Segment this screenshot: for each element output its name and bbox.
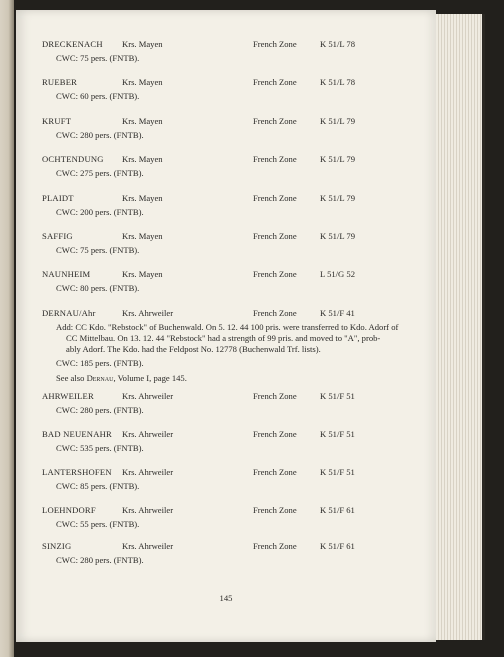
note-line: Add: CC Kdo. "Rebstock" of Buchenwald. On 5. 12. 44 100 pris. were transferred to Kdo. Adorf of	[56, 322, 399, 332]
place-name: NAUNHEIM	[42, 269, 91, 279]
place-name: KRUFT	[42, 116, 72, 126]
see-suffix: , Volume I, page 145.	[113, 373, 187, 383]
district: Krs. Ahrweiler	[122, 429, 174, 439]
cwc-line: CWC: 80 pers. (FNTB).	[56, 283, 140, 293]
map-reference: K 51/L 78	[320, 39, 356, 49]
zone: French Zone	[253, 391, 297, 401]
district: Krs. Ahrweiler	[122, 467, 174, 477]
cwc-line: CWC: 60 pers. (FNTB).	[56, 91, 140, 101]
district: Krs. Mayen	[122, 77, 163, 87]
list-item	[16, 541, 436, 566]
district: Krs. Mayen	[122, 193, 163, 203]
district: Krs. Ahrweiler	[122, 505, 174, 515]
list-item	[16, 391, 436, 416]
map-reference: K 51/F 51	[320, 391, 355, 401]
cross-reference	[56, 373, 476, 384]
cwc-line: CWC: 280 pers. (FNTB).	[56, 405, 144, 415]
map-reference: K 51/F 61	[320, 505, 355, 515]
list-item	[16, 467, 436, 492]
left-page-edge	[0, 0, 14, 657]
district: Krs. Mayen	[122, 39, 163, 49]
district: Krs. Ahrweiler	[122, 541, 174, 551]
place-name: RUEBER	[42, 77, 78, 87]
note-line: ably Adorf. The Kdo. had the Feldpost No. 12778 (Buchenwald Trf. lists).	[66, 344, 321, 354]
map-reference: L 51/G 52	[320, 269, 356, 279]
zone: French Zone	[253, 541, 297, 551]
map-reference: K 51/F 61	[320, 541, 355, 551]
zone: French Zone	[253, 269, 297, 279]
place-name: PLAIDT	[42, 193, 74, 203]
list-item	[16, 39, 436, 64]
place-name: OCHTENDUNG	[42, 154, 104, 164]
district: Krs. Mayen	[122, 269, 163, 279]
list-item	[16, 193, 436, 218]
zone: French Zone	[253, 154, 297, 164]
cwc-line: CWC: 55 pers. (FNTB).	[56, 519, 140, 529]
map-reference: K 51/F 41	[320, 308, 355, 318]
zone: French Zone	[253, 505, 297, 515]
see-prefix: See also	[56, 373, 87, 383]
cwc-line: CWC: 85 pers. (FNTB).	[56, 481, 140, 491]
district: Krs. Mayen	[122, 154, 163, 164]
map-reference: K 51/F 51	[320, 467, 355, 477]
district: Krs. Mayen	[122, 231, 163, 241]
list-item	[16, 154, 436, 179]
district: Krs. Ahrweiler	[122, 391, 174, 401]
cwc-line: CWC: 185 pers. (FNTB).	[56, 358, 144, 368]
map-reference: K 51/L 79	[320, 193, 356, 203]
place-name: LANTERSHOFEN	[42, 467, 112, 477]
place-name: DRECKENACH	[42, 39, 103, 49]
cwc-line: CWC: 275 pers. (FNTB).	[56, 168, 144, 178]
note-line: CC Mittelbau. On 13. 12. 44 "Rebstock" had a strength of 99 pris. and moved to "A", prob-	[66, 333, 381, 343]
cwc-line: CWC: 535 pers. (FNTB).	[56, 443, 144, 453]
place-name: AHRWEILER	[42, 391, 94, 401]
entry-note	[56, 322, 406, 355]
list-item	[16, 308, 436, 384]
place-name: BAD NEUENAHR	[42, 429, 112, 439]
zone: French Zone	[253, 467, 297, 477]
cwc-line: CWC: 75 pers. (FNTB).	[56, 53, 140, 63]
cwc-line: CWC: 200 pers. (FNTB).	[56, 207, 144, 217]
map-reference: K 51/L 79	[320, 116, 356, 126]
map-reference: K 51/L 79	[320, 231, 356, 241]
zone: French Zone	[253, 308, 297, 318]
cwc-line: CWC: 280 pers. (FNTB).	[56, 130, 144, 140]
zone: French Zone	[253, 231, 297, 241]
list-item	[16, 429, 436, 454]
list-item	[16, 116, 436, 141]
zone: French Zone	[253, 193, 297, 203]
list-item	[16, 77, 436, 102]
cwc-line: CWC: 75 pers. (FNTB).	[56, 245, 140, 255]
zone: French Zone	[253, 429, 297, 439]
book-page	[16, 10, 436, 642]
place-name: LOEHNDORF	[42, 505, 96, 515]
entry-list	[16, 10, 436, 642]
district: Krs. Ahrweiler	[122, 308, 174, 318]
map-reference: K 51/L 79	[320, 154, 356, 164]
list-item	[16, 269, 436, 294]
page-number: 145	[219, 593, 233, 603]
map-reference: K 51/F 51	[320, 429, 355, 439]
page-stack-edges	[436, 14, 485, 640]
place-name: SAFFIG	[42, 231, 73, 241]
see-place: Dernau	[86, 373, 114, 383]
place-name: DERNAU/Ahr	[42, 308, 96, 318]
place-name: SINZIG	[42, 541, 72, 551]
list-item	[16, 505, 436, 530]
zone: French Zone	[253, 116, 297, 126]
map-reference: K 51/L 78	[320, 77, 356, 87]
zone: French Zone	[253, 39, 297, 49]
cwc-line: CWC: 280 pers. (FNTB).	[56, 555, 144, 565]
zone: French Zone	[253, 77, 297, 87]
list-item	[16, 231, 436, 256]
district: Krs. Mayen	[122, 116, 163, 126]
